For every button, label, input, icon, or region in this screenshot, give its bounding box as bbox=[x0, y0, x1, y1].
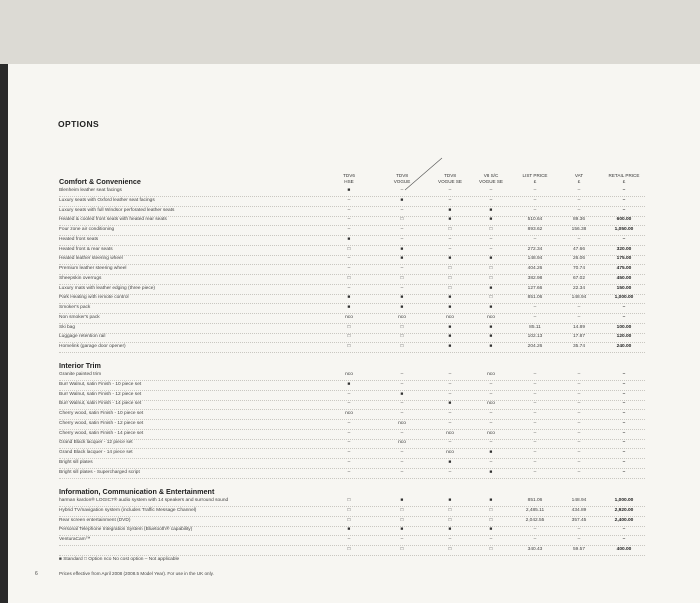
list-price: – bbox=[533, 411, 537, 416]
vat-amount: 17.87 bbox=[572, 334, 585, 340]
availability-cell: □ bbox=[448, 275, 452, 281]
availability-cell: ■ bbox=[448, 401, 452, 407]
availability-cell: – bbox=[448, 372, 452, 377]
availability-cell: □ bbox=[489, 227, 493, 232]
option-label: Cherry wood, satin Finish - 10 piece set bbox=[59, 411, 144, 416]
vat-amount: 89.36 bbox=[572, 217, 585, 223]
list-price: 127.66 bbox=[527, 285, 543, 291]
option-label: Cherry wood, satin Finish - 14 piece set bbox=[59, 430, 144, 436]
availability-cell: □ bbox=[347, 507, 351, 513]
availability-cell: □ bbox=[448, 227, 452, 232]
option-label: Burr Walnut, satin Finish - 12 piece set bbox=[59, 391, 142, 397]
column-header: LIST PRICE £ bbox=[522, 173, 548, 184]
vat-amount: – bbox=[577, 207, 581, 213]
row-divider bbox=[59, 478, 645, 479]
availability-cell: ■ bbox=[448, 207, 452, 213]
footnote: Prices effective from April 2008 (2008.5 Model Year). For use in the UK only. bbox=[59, 571, 214, 576]
vat-amount: 35.74 bbox=[572, 344, 585, 349]
availability-cell: – bbox=[347, 285, 351, 291]
option-label: Park Heating with remote control bbox=[59, 295, 129, 301]
availability-cell: – bbox=[347, 450, 351, 455]
vat-amount: – bbox=[577, 440, 581, 446]
list-price: – bbox=[533, 420, 537, 426]
availability-cell: □ bbox=[489, 517, 493, 523]
retail-price: 2,400.00 bbox=[614, 517, 634, 523]
option-label: Heated leather steering wheel bbox=[59, 256, 123, 262]
availability-cell: nco bbox=[398, 314, 406, 320]
list-price: 510.64 bbox=[527, 217, 543, 223]
vat-amount: – bbox=[577, 537, 581, 542]
availability-cell: ■ bbox=[489, 527, 493, 533]
availability-cell: ■ bbox=[400, 246, 404, 252]
retail-price: 1,050.00 bbox=[614, 227, 634, 232]
vat-amount: – bbox=[577, 459, 581, 465]
availability-cell: – bbox=[347, 197, 351, 203]
availability-cell: – bbox=[489, 391, 493, 397]
availability-cell: □ bbox=[400, 324, 404, 330]
availability-cell: – bbox=[489, 381, 493, 387]
option-label: Burr Walnut, satin Finish - 10 piece set bbox=[59, 381, 142, 387]
vat-amount: 14.89 bbox=[572, 324, 585, 330]
retail-price: 320.00 bbox=[616, 246, 632, 252]
list-price: 340.43 bbox=[527, 546, 543, 552]
availability-cell: □ bbox=[400, 517, 404, 523]
availability-cell: nco bbox=[487, 401, 495, 407]
list-price: – bbox=[533, 527, 537, 533]
column-header: V8 S/C VOGUE SE bbox=[479, 173, 503, 184]
availability-cell: – bbox=[400, 285, 404, 291]
availability-cell: – bbox=[400, 188, 404, 193]
section-heading: Comfort & Convenience bbox=[59, 177, 141, 186]
option-label: Luggage retention rail bbox=[59, 334, 106, 340]
list-price: 382.98 bbox=[527, 275, 543, 281]
retail-price: – bbox=[622, 450, 626, 455]
list-price: – bbox=[533, 430, 537, 436]
vat-amount: – bbox=[577, 188, 581, 193]
availability-cell: □ bbox=[400, 344, 404, 349]
availability-cell: – bbox=[347, 440, 351, 446]
vat-amount: 156.38 bbox=[571, 227, 587, 232]
availability-cell: – bbox=[400, 372, 404, 377]
vat-amount: 26.06 bbox=[572, 256, 585, 262]
retail-price: 120.00 bbox=[616, 334, 632, 340]
availability-cell: ■ bbox=[489, 285, 493, 291]
availability-cell: ■ bbox=[347, 381, 351, 387]
availability-cell: ■ bbox=[448, 498, 452, 503]
availability-cell: ■ bbox=[400, 498, 404, 503]
list-price: – bbox=[533, 469, 537, 475]
availability-cell: ■ bbox=[400, 527, 404, 533]
vat-amount: – bbox=[577, 372, 581, 377]
availability-cell: □ bbox=[489, 266, 493, 271]
availability-cell: □ bbox=[400, 546, 404, 552]
availability-cell: – bbox=[347, 207, 351, 213]
retail-price: – bbox=[622, 440, 626, 446]
availability-cell: – bbox=[400, 469, 404, 475]
availability-cell: ■ bbox=[347, 527, 351, 533]
legend: ■ Standard □ Option nco No cost option – Not applicable bbox=[59, 557, 180, 562]
availability-cell: □ bbox=[448, 266, 452, 271]
option-label: Bright sill plates - Supercharged script bbox=[59, 469, 140, 475]
retail-price: – bbox=[622, 314, 626, 320]
list-price: – bbox=[533, 236, 537, 242]
availability-cell: ■ bbox=[448, 527, 452, 533]
availability-cell: □ bbox=[347, 498, 351, 503]
availability-cell: □ bbox=[347, 246, 351, 252]
retail-price: – bbox=[622, 305, 626, 310]
availability-cell: – bbox=[448, 381, 452, 387]
vat-amount: – bbox=[577, 391, 581, 397]
list-price: 893.62 bbox=[527, 227, 543, 232]
section-heading: Information, Communication & Entertainment bbox=[59, 487, 215, 496]
availability-cell: ■ bbox=[489, 344, 493, 349]
vat-amount: 148.94 bbox=[571, 498, 587, 503]
option-label: Heated & cooled front seats with heated rear seats bbox=[59, 217, 167, 223]
option-label: Luxury seats with full Windsor perforated leather seats bbox=[59, 207, 175, 213]
vat-amount: 357.45 bbox=[571, 517, 587, 523]
retail-price: – bbox=[622, 430, 626, 436]
row-divider bbox=[59, 555, 645, 556]
availability-cell: – bbox=[347, 217, 351, 223]
option-label: Heated front & rear seats bbox=[59, 246, 113, 252]
vat-amount: 22.34 bbox=[572, 285, 585, 291]
option-label: Smoker's pack bbox=[59, 305, 91, 310]
availability-cell: ■ bbox=[489, 305, 493, 310]
availability-cell: – bbox=[448, 391, 452, 397]
option-label: Four zone air conditioning bbox=[59, 227, 115, 232]
list-price: – bbox=[533, 459, 537, 465]
availability-cell: – bbox=[448, 537, 452, 542]
retail-price: – bbox=[622, 459, 626, 465]
availability-cell: – bbox=[400, 450, 404, 455]
list-price: – bbox=[533, 440, 537, 446]
list-price: – bbox=[533, 381, 537, 387]
availability-cell: ■ bbox=[400, 305, 404, 310]
option-label: VenturaCam™ bbox=[59, 537, 91, 542]
list-price: – bbox=[533, 197, 537, 203]
retail-price: 1,000.00 bbox=[614, 295, 634, 301]
availability-cell: ■ bbox=[400, 391, 404, 397]
vat-amount: – bbox=[577, 197, 581, 203]
column-header: RETAIL PRICE £ bbox=[608, 173, 640, 184]
availability-cell: ■ bbox=[489, 450, 493, 455]
column-header: TDV6 HSE bbox=[343, 173, 355, 184]
availability-cell: – bbox=[489, 411, 493, 416]
list-price: – bbox=[533, 188, 537, 193]
availability-cell: ■ bbox=[448, 256, 452, 262]
availability-cell: ■ bbox=[347, 295, 351, 301]
retail-price: – bbox=[622, 188, 626, 193]
availability-cell: □ bbox=[347, 275, 351, 281]
list-price: 204.26 bbox=[527, 344, 543, 349]
availability-cell: nco bbox=[446, 430, 454, 436]
option-label: Grand Black lacquer - 12 piece set bbox=[59, 440, 133, 446]
list-price: 851.06 bbox=[527, 498, 543, 503]
retail-price: – bbox=[622, 411, 626, 416]
availability-cell: ■ bbox=[489, 334, 493, 340]
availability-cell: □ bbox=[489, 546, 493, 552]
availability-cell: – bbox=[400, 537, 404, 542]
availability-cell: ■ bbox=[448, 305, 452, 310]
retail-price: 175.00 bbox=[616, 256, 632, 262]
option-label: Hybrid TV/navigation system (includes Traffic Message Channel) bbox=[59, 507, 197, 513]
availability-cell: □ bbox=[400, 275, 404, 281]
availability-cell: □ bbox=[400, 217, 404, 223]
retail-price: – bbox=[622, 372, 626, 377]
option-label: Luxury seats with Oxford leather seat facings bbox=[59, 197, 155, 203]
vat-amount: – bbox=[577, 420, 581, 426]
availability-cell: – bbox=[400, 430, 404, 436]
availability-cell: ■ bbox=[448, 334, 452, 340]
retail-price: 400.00 bbox=[616, 546, 632, 552]
vat-amount: 67.02 bbox=[572, 275, 585, 281]
availability-cell: ■ bbox=[448, 344, 452, 349]
availability-cell: – bbox=[347, 256, 351, 262]
vat-amount: – bbox=[577, 401, 581, 407]
vat-amount: 434.89 bbox=[571, 507, 587, 513]
retail-price: – bbox=[622, 469, 626, 475]
retail-price: 475.00 bbox=[616, 266, 632, 271]
availability-cell: – bbox=[489, 537, 493, 542]
list-price: 2,042.55 bbox=[525, 517, 545, 523]
retail-price: 1,000.00 bbox=[614, 498, 634, 503]
availability-cell: – bbox=[489, 197, 493, 203]
retail-price: – bbox=[622, 420, 626, 426]
availability-cell: □ bbox=[489, 275, 493, 281]
option-label: Luxury mats with leather edging (three piece) bbox=[59, 285, 155, 291]
availability-cell: nco bbox=[345, 411, 353, 416]
availability-cell: – bbox=[347, 420, 351, 426]
retail-price: – bbox=[622, 537, 626, 542]
column-header: TDV8 VOGUE SE bbox=[438, 173, 462, 184]
option-label: Non smoker's pack bbox=[59, 314, 100, 320]
list-price: 2,485.11 bbox=[525, 507, 545, 513]
list-price: – bbox=[533, 305, 537, 310]
availability-cell: – bbox=[347, 537, 351, 542]
vat-amount: 59.57 bbox=[572, 546, 585, 552]
list-price: – bbox=[533, 391, 537, 397]
option-label: Homelink (garage door opener) bbox=[59, 344, 126, 349]
availability-cell: □ bbox=[448, 517, 452, 523]
availability-cell: – bbox=[448, 469, 452, 475]
section-heading: Interior Trim bbox=[59, 361, 101, 370]
option-label: Cherry wood, satin Finish - 12 piece set bbox=[59, 420, 144, 426]
page-title: OPTIONS bbox=[58, 119, 100, 129]
availability-cell: ■ bbox=[489, 256, 493, 262]
availability-cell: – bbox=[489, 236, 493, 242]
retail-price: 100.00 bbox=[616, 324, 632, 330]
availability-cell: □ bbox=[347, 324, 351, 330]
availability-cell: – bbox=[400, 381, 404, 387]
availability-cell: – bbox=[347, 391, 351, 397]
column-header: TDV8 VOGUE bbox=[393, 173, 411, 184]
availability-cell: – bbox=[448, 246, 452, 252]
availability-cell: □ bbox=[448, 546, 452, 552]
availability-cell: ■ bbox=[448, 324, 452, 330]
availability-cell: nco bbox=[398, 420, 406, 426]
availability-cell: nco bbox=[487, 372, 495, 377]
option-label: Personal Telephone Integration System (Bluetooth® capability) bbox=[59, 527, 193, 533]
availability-cell: nco bbox=[398, 440, 406, 446]
availability-cell: – bbox=[347, 227, 351, 232]
retail-price: 450.00 bbox=[616, 275, 632, 281]
availability-cell: – bbox=[489, 246, 493, 252]
vat-amount: 47.66 bbox=[572, 246, 585, 252]
retail-price: 600.00 bbox=[616, 217, 632, 223]
availability-cell: – bbox=[400, 411, 404, 416]
availability-cell: nco bbox=[345, 314, 353, 320]
availability-cell: ■ bbox=[448, 295, 452, 301]
list-price: 404.26 bbox=[527, 266, 543, 271]
availability-cell: ■ bbox=[448, 459, 452, 465]
list-price: – bbox=[533, 537, 537, 542]
vat-amount: – bbox=[577, 305, 581, 310]
availability-cell: – bbox=[448, 440, 452, 446]
availability-cell: nco bbox=[487, 430, 495, 436]
availability-cell: – bbox=[400, 227, 404, 232]
vat-amount: – bbox=[577, 314, 581, 320]
availability-cell: – bbox=[347, 430, 351, 436]
availability-cell: ■ bbox=[347, 188, 351, 193]
retail-price: – bbox=[622, 236, 626, 242]
availability-cell: – bbox=[489, 188, 493, 193]
list-price: – bbox=[533, 207, 537, 213]
availability-cell: □ bbox=[400, 334, 404, 340]
list-price: 272.34 bbox=[527, 246, 543, 252]
option-label: Burr Walnut, satin Finish - 14 piece set bbox=[59, 401, 142, 407]
availability-cell: ■ bbox=[448, 217, 452, 223]
availability-cell: – bbox=[448, 420, 452, 426]
availability-cell: – bbox=[347, 266, 351, 271]
availability-cell: ■ bbox=[489, 498, 493, 503]
vat-amount: 70.74 bbox=[572, 266, 585, 271]
availability-cell: ■ bbox=[400, 295, 404, 301]
availability-cell: ■ bbox=[489, 207, 493, 213]
retail-price: 2,920.00 bbox=[614, 507, 634, 513]
option-label: Heated front seats bbox=[59, 236, 99, 242]
availability-cell: □ bbox=[347, 344, 351, 349]
vat-amount: – bbox=[577, 527, 581, 533]
availability-cell: – bbox=[400, 266, 404, 271]
retail-price: – bbox=[622, 207, 626, 213]
vat-amount: – bbox=[577, 430, 581, 436]
option-label: Bright sill plates bbox=[59, 459, 93, 465]
list-price: – bbox=[533, 401, 537, 407]
availability-cell: ■ bbox=[489, 217, 493, 223]
row-divider bbox=[59, 352, 645, 353]
retail-price: – bbox=[622, 381, 626, 387]
column-header: VAT £ bbox=[574, 173, 584, 184]
retail-price: – bbox=[622, 391, 626, 397]
retail-price: 240.00 bbox=[616, 344, 632, 349]
availability-cell: – bbox=[489, 440, 493, 446]
vat-amount: – bbox=[577, 236, 581, 242]
list-price: 85.11 bbox=[529, 324, 541, 330]
availability-cell: □ bbox=[347, 517, 351, 523]
availability-cell: – bbox=[347, 469, 351, 475]
option-label: Granite painted trim bbox=[59, 372, 102, 377]
list-price: – bbox=[533, 314, 537, 320]
availability-cell: ■ bbox=[347, 305, 351, 310]
availability-cell: – bbox=[400, 236, 404, 242]
availability-cell: □ bbox=[400, 507, 404, 513]
availability-cell: □ bbox=[347, 546, 351, 552]
availability-cell: nco bbox=[345, 372, 353, 377]
option-label: Blenheim leather seat facings bbox=[59, 188, 122, 193]
vat-amount: – bbox=[577, 411, 581, 416]
availability-cell: ■ bbox=[400, 197, 404, 203]
availability-cell: □ bbox=[347, 334, 351, 340]
availability-cell: ■ bbox=[489, 324, 493, 330]
availability-cell: □ bbox=[448, 285, 452, 291]
availability-cell: – bbox=[448, 197, 452, 203]
list-price: 102.13 bbox=[527, 334, 543, 340]
list-price: – bbox=[533, 450, 537, 455]
option-label: Premium leather steering wheel bbox=[59, 266, 127, 271]
availability-cell: ■ bbox=[489, 469, 493, 475]
retail-price: – bbox=[622, 401, 626, 407]
option-label: harman kardon® LOGIC7® audio system with 14 speakers and surround sound bbox=[59, 498, 229, 503]
availability-cell: ■ bbox=[400, 256, 404, 262]
availability-cell: – bbox=[400, 401, 404, 407]
availability-cell: – bbox=[400, 207, 404, 213]
retail-price: – bbox=[622, 197, 626, 203]
availability-cell: – bbox=[347, 459, 351, 465]
availability-cell: – bbox=[347, 401, 351, 407]
option-label: Ski bag bbox=[59, 324, 75, 330]
availability-cell: nco bbox=[487, 314, 495, 320]
option-label: Grand Black lacquer - 14 piece set bbox=[59, 450, 133, 455]
availability-cell: – bbox=[448, 188, 452, 193]
availability-cell: – bbox=[489, 420, 493, 426]
availability-cell: □ bbox=[489, 295, 493, 301]
list-price: – bbox=[533, 372, 537, 377]
availability-cell: nco bbox=[446, 450, 454, 455]
list-price: 148.94 bbox=[527, 256, 543, 262]
availability-cell: □ bbox=[448, 507, 452, 513]
availability-cell: – bbox=[489, 459, 493, 465]
option-label: Rear screen entertainment (DVD) bbox=[59, 517, 131, 523]
availability-cell: – bbox=[400, 459, 404, 465]
retail-price: – bbox=[622, 527, 626, 533]
availability-cell: □ bbox=[489, 507, 493, 513]
vat-amount: – bbox=[577, 469, 581, 475]
availability-cell: ■ bbox=[347, 236, 351, 242]
page-number: 6 bbox=[35, 571, 38, 577]
vat-amount: – bbox=[577, 450, 581, 455]
list-price: 851.06 bbox=[527, 295, 543, 301]
retail-price: 150.00 bbox=[616, 285, 632, 291]
vat-amount: – bbox=[577, 381, 581, 387]
availability-cell: – bbox=[448, 411, 452, 416]
vat-amount: 148.94 bbox=[571, 295, 587, 301]
availability-cell: nco bbox=[446, 314, 454, 320]
option-label: Sheepskin overrugs bbox=[59, 275, 102, 281]
availability-cell: – bbox=[448, 236, 452, 242]
